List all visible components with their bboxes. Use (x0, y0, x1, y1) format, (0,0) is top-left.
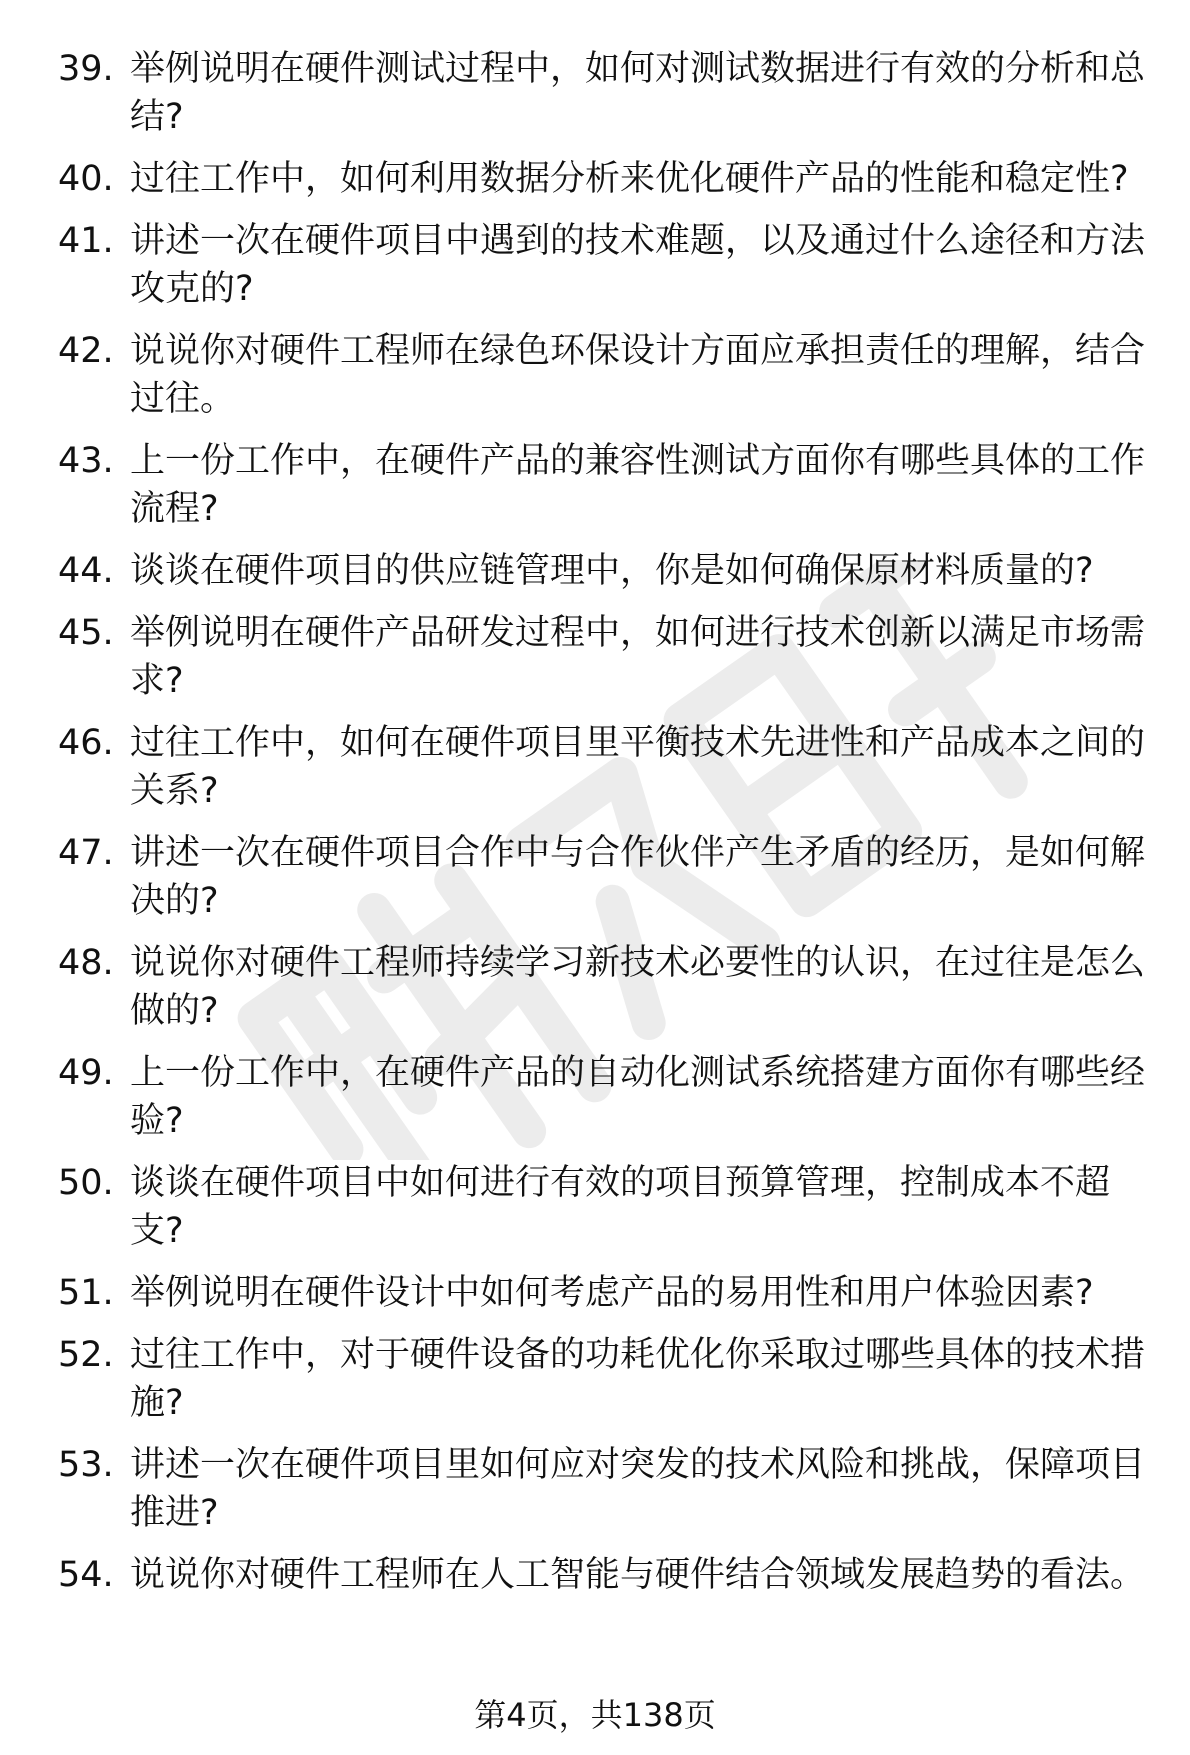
question-number: 43. (58, 441, 114, 481)
question-item (0, 155, 1190, 203)
question-item (0, 327, 1190, 423)
question-text: 上一份工作中，在硬件产品的兼容性测试方面你有哪些具体的工作流程? (130, 441, 1146, 529)
question-text: 说说你对硬件工程师在人工智能与硬件结合领域发展趋势的看法。 (130, 1555, 1146, 1595)
question-item (0, 217, 1190, 313)
question-number: 48. (58, 943, 114, 983)
question-text: 过往工作中，如何利用数据分析来优化硬件产品的性能和稳定性? (130, 159, 1129, 199)
question-number: 53. (58, 1445, 114, 1485)
question-number: 47. (58, 833, 114, 873)
question-number: 54. (58, 1555, 114, 1595)
question-text: 讲述一次在硬件项目合作中与合作伙伴产生矛盾的经历，是如何解决的? (130, 833, 1146, 921)
question-item (0, 1441, 1190, 1537)
question-item (0, 547, 1190, 595)
question-text: 举例说明在硬件测试过程中，如何对测试数据进行有效的分析和总结? (130, 49, 1146, 137)
question-item (0, 1159, 1190, 1255)
page-number: 第4页，共138页 (474, 1696, 716, 1734)
question-list (0, 45, 1190, 1613)
question-number: 49. (58, 1053, 114, 1093)
question-text: 谈谈在硬件项目中如何进行有效的项目预算管理，控制成本不超支? (130, 1163, 1111, 1251)
question-number: 45. (58, 613, 114, 653)
question-item (0, 437, 1190, 533)
question-text: 过往工作中，如何在硬件项目里平衡技术先进性和产品成本之间的关系? (130, 723, 1146, 811)
question-item (0, 829, 1190, 925)
question-text: 上一份工作中，在硬件产品的自动化测试系统搭建方面你有哪些经验? (130, 1053, 1146, 1141)
question-number: 41. (58, 221, 114, 261)
question-number: 40. (58, 159, 114, 199)
question-number: 50. (58, 1163, 114, 1203)
question-item (0, 1269, 1190, 1317)
question-text: 过往工作中，对于硬件设备的功耗优化你采取过哪些具体的技术措施? (130, 1335, 1146, 1423)
question-text: 谈谈在硬件项目的供应链管理中，你是如何确保原材料质量的? (130, 551, 1094, 591)
question-item (0, 719, 1190, 815)
question-number: 44. (58, 551, 114, 591)
question-text: 举例说明在硬件设计中如何考虑产品的易用性和用户体验因素? (130, 1273, 1094, 1313)
question-item (0, 1551, 1190, 1599)
question-item (0, 45, 1190, 141)
question-number: 39. (58, 49, 114, 89)
question-text: 讲述一次在硬件项目中遇到的技术难题，以及通过什么途径和方法攻克的? (130, 221, 1146, 309)
question-item (0, 1331, 1190, 1427)
question-text: 说说你对硬件工程师持续学习新技术必要性的认识，在过往是怎么做的? (130, 943, 1146, 1031)
question-number: 42. (58, 331, 114, 371)
question-number: 52. (58, 1335, 114, 1375)
question-text: 举例说明在硬件产品研发过程中，如何进行技术创新以满足市场需求? (130, 613, 1146, 701)
question-number: 46. (58, 723, 114, 763)
question-item (0, 939, 1190, 1035)
question-item (0, 609, 1190, 705)
question-item (0, 1049, 1190, 1145)
question-text: 讲述一次在硬件项目里如何应对突发的技术风险和挑战，保障项目推进? (130, 1445, 1146, 1533)
question-text: 说说你对硬件工程师在绿色环保设计方面应承担责任的理解，结合过往。 (130, 331, 1146, 419)
question-number: 51. (58, 1273, 114, 1313)
